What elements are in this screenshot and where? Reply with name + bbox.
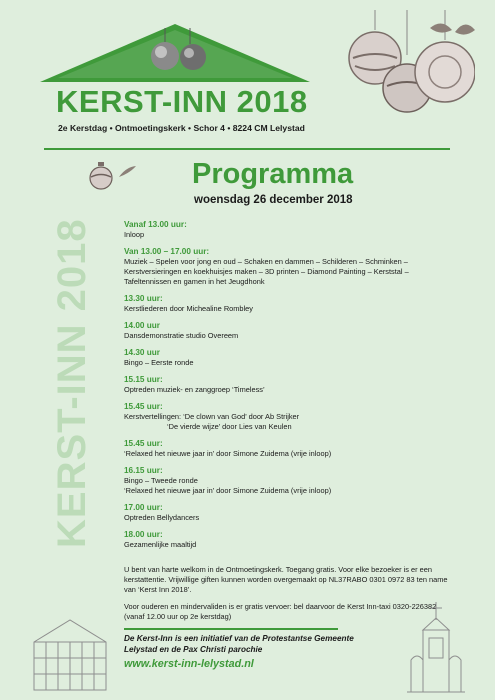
schedule-item [124,293,459,314]
schedule-time: Vanaf 13.00 uur: [124,220,187,229]
event-details: 2e Kerstdag • Ontmoetingskerk • Schor 4 • 8224 CM Lelystad [58,123,305,133]
schedule-desc: Muziek – Spelen voor jong en oud – Schaken en dammen – Schilderen – Schminken – [124,257,408,266]
schedule-item [124,347,459,368]
schedule-time: 14.30 uur [124,348,160,357]
programma-heading: Programma [192,158,354,190]
footer-text: De Kerst-Inn is een initiatief van de Protestantse Gemeente Lelystad en de Pax Christi parochie [124,634,354,654]
schedule-desc: Optreden Bellydancers [124,513,200,522]
schedule-time: Van 13.00 – 17.00 uur: [124,247,210,256]
church-building-icon [30,612,110,692]
schedule-item [124,320,459,341]
schedule-item [124,438,459,459]
schedule-desc: Kerstvertellingen: ‘De clown van God’ door Ab Strijker [124,412,300,421]
schedule-time: 17.00 uur: [124,503,163,512]
welcome-text: U bent van harte welkom in de Ontmoetingskerk. Toegang gratis. Voor elke bezoeker is er een kerstattentie. Vrijwillige giften kunnen worden overgemaakt op NL37RABO 0301 0972 83 ten name van ‘Kerst Inn 2018’. [124,565,448,594]
schedule-time: 16.15 uur: [124,466,163,475]
schedule-desc: ‘De vierde wijze’ door Lies van Keulen [167,422,292,431]
schedule-time: 14.00 uur [124,321,160,330]
schedule-desc: Kerstliederen door Michealine Rombley [124,304,253,313]
schedule-item [124,246,459,287]
schedule-desc: Dansdemonstratie studio Overeem [124,331,239,340]
christmas-bauble-icon [88,162,114,192]
schedule-desc: Bingo – Eerste ronde [124,358,194,367]
schedule-desc: Optreden muziek- en zanggroep ‘Timeless’ [124,385,265,394]
programma-date: woensdag 26 december 2018 [194,194,353,206]
roof-icon [40,20,310,86]
page-title: KERST-INN 2018 [56,84,308,119]
divider [44,148,450,150]
church-tower-icon [405,600,467,695]
schedule-desc: Bingo – Tweede ronde [124,476,198,485]
transport-text: Voor ouderen en mindervaliden is er gratis vervoer: bel daarvoor de Kerst Inn-taxi 0320-226382 (vanaf 12.00 uur op 2e kerstdag) [124,602,437,621]
holly-sprig-icon [118,165,138,179]
website-link[interactable]: www.kerst-inn-lelystad.nl [124,658,254,670]
schedule-time: 15.45 uur: [124,439,163,448]
schedule-list [124,219,459,556]
schedule-item [124,502,459,523]
schedule-item [124,374,459,395]
schedule-time: 15.15 uur: [124,375,163,384]
schedule-desc: Kerstversieringen en koekhuisjes maken – 3D printen – Diamond Painting – Kerststal – [124,267,409,276]
schedule-desc: Inloop [124,230,145,239]
vertical-title: KERST-INN 2018 [50,218,94,548]
schedule-desc: ‘Relaxed het nieuwe jaar in’ door Simone Zuidema (vrije inloop) [124,486,332,495]
schedule-item [124,529,459,550]
schedule-time: 13.30 uur: [124,294,163,303]
schedule-time: 15.45 uur: [124,402,163,411]
schedule-item [124,465,459,496]
schedule-desc: ‘Relaxed het nieuwe jaar in’ door Simone Zuidema (vrije inloop) [124,449,332,458]
christmas-bauble-icon [345,10,475,125]
schedule-item [124,401,459,432]
schedule-desc: Tafeltennissen en gamen in het Jeugdhonk [124,277,265,286]
schedule-item [124,219,459,240]
schedule-time: 18.00 uur: [124,530,163,539]
divider [124,628,338,630]
schedule-desc: Gezamenlijke maaltijd [124,540,197,549]
